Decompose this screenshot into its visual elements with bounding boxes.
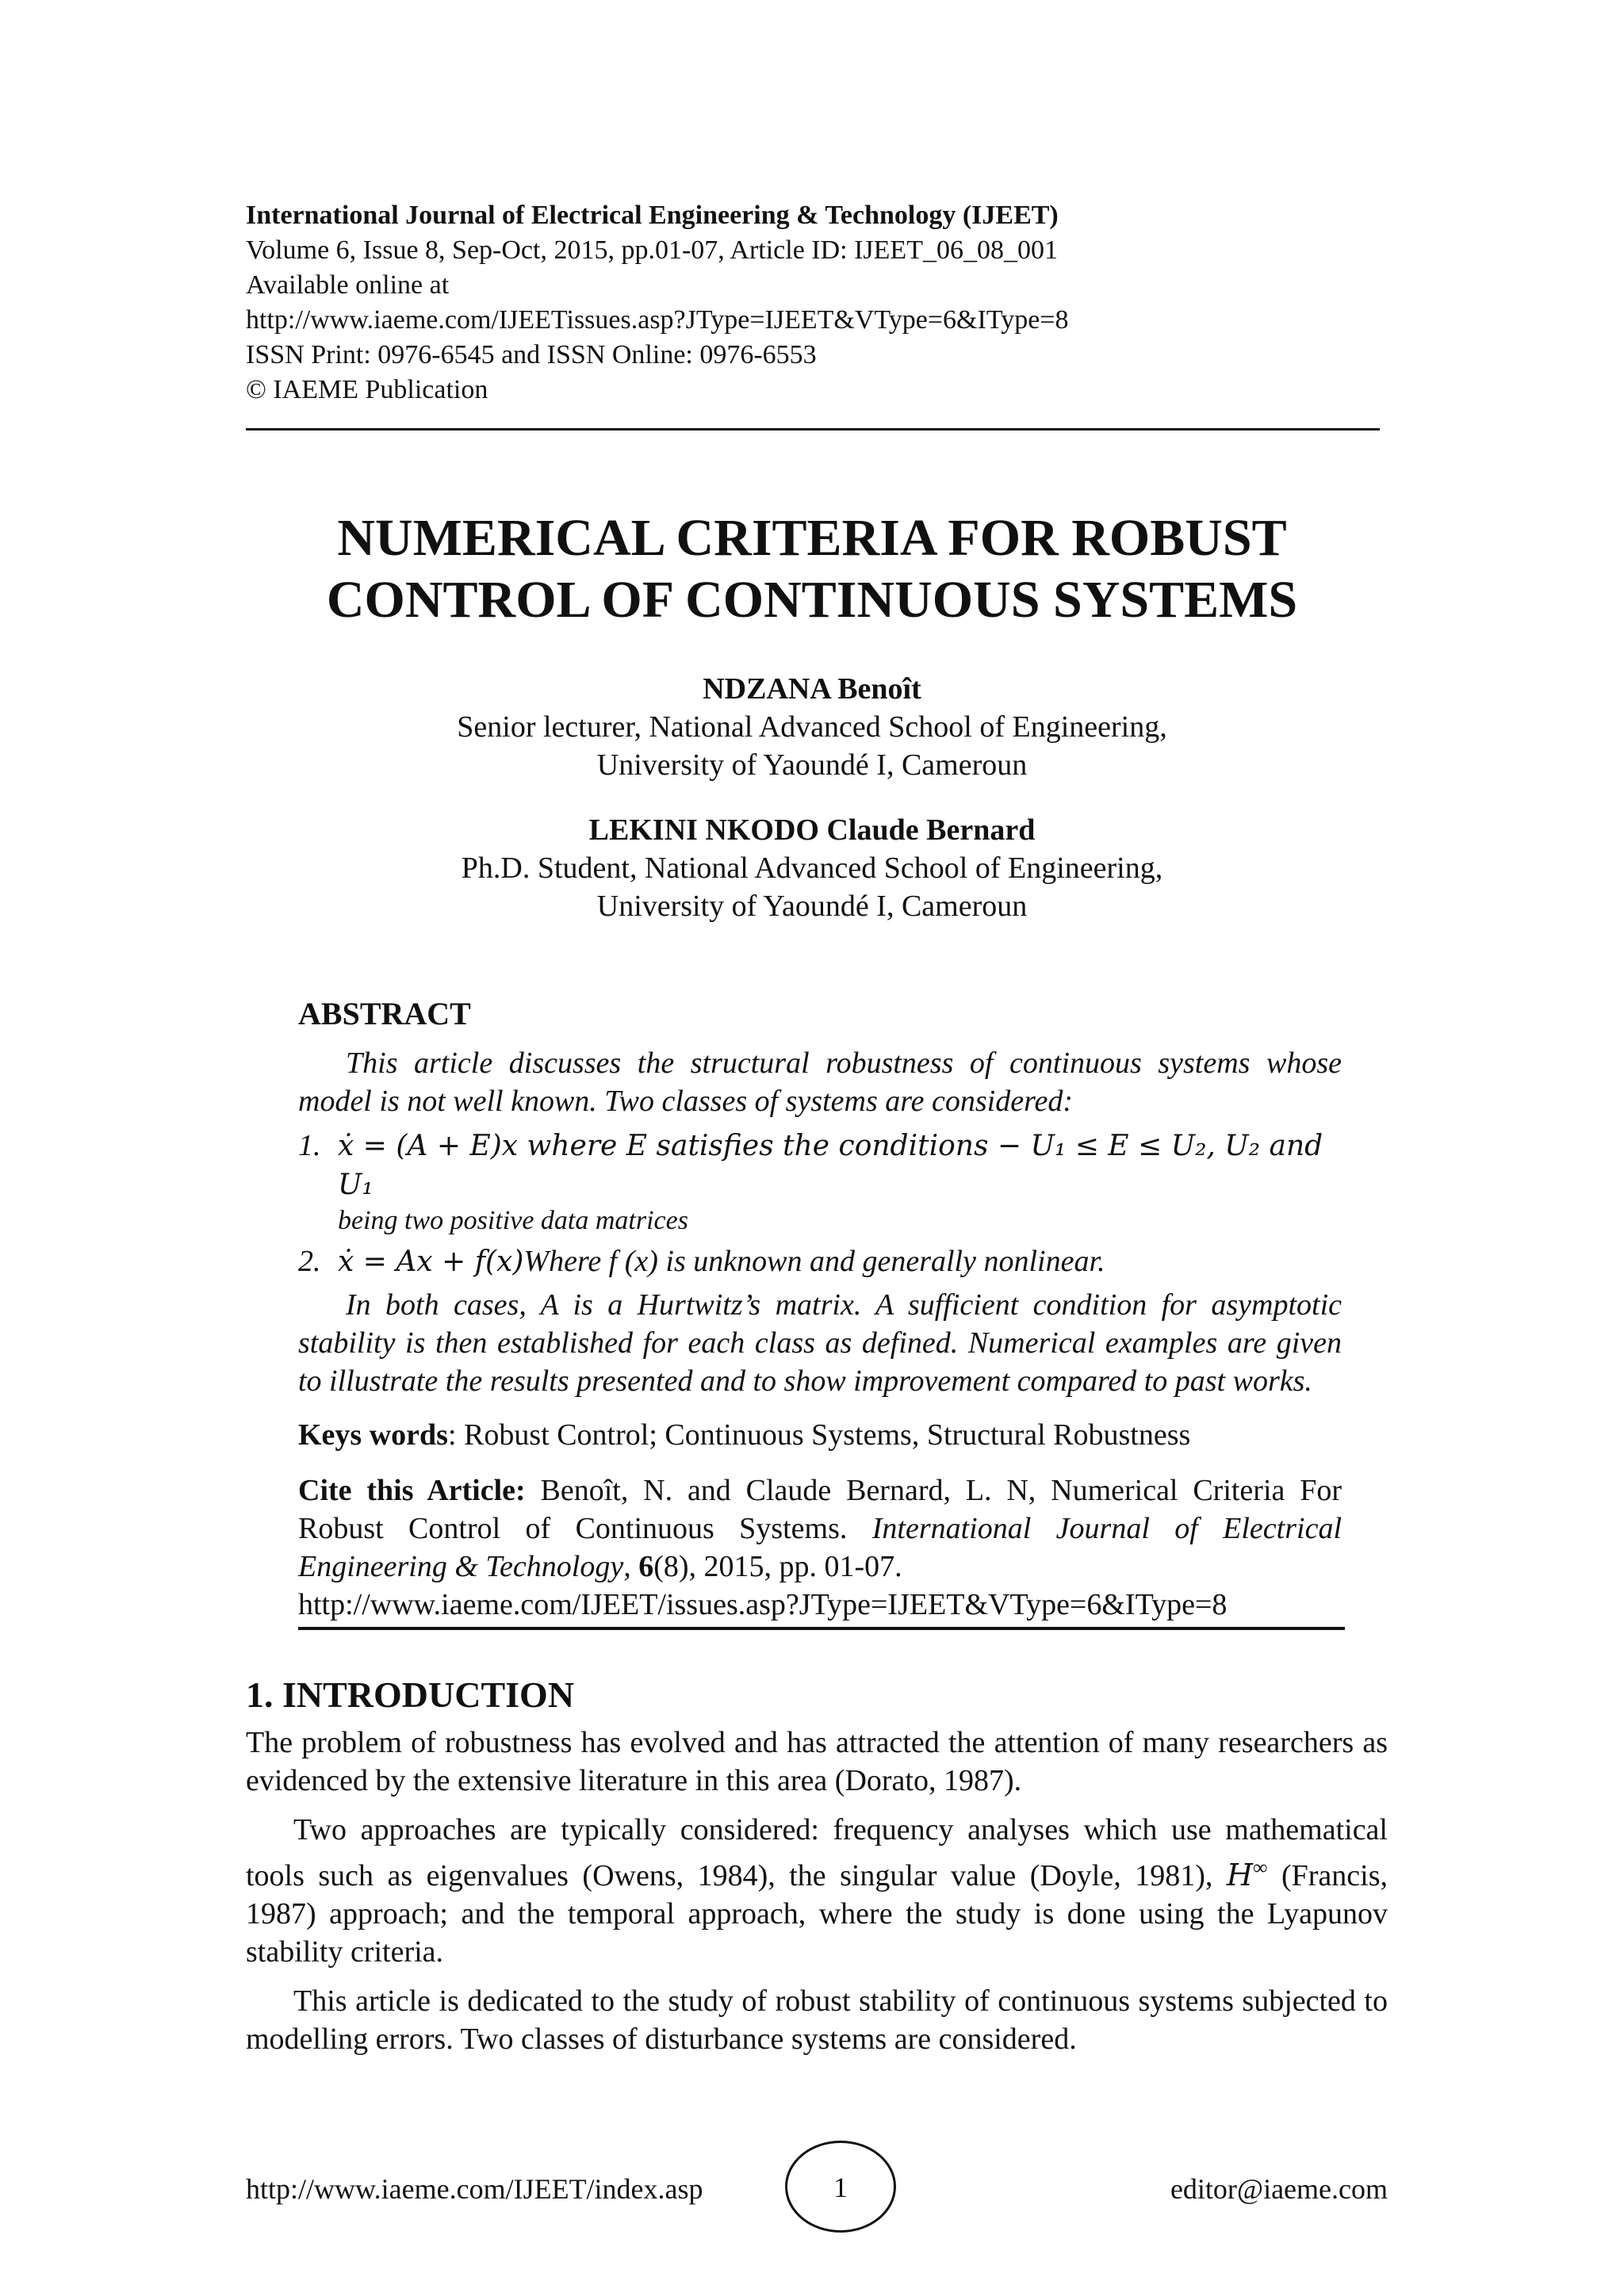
citation-url[interactable]: http://www.iaeme.com/IJEET/issues.asp?JType=IJEET&VType=6&IType=8 (298, 1588, 1228, 1621)
infinity-superscript: ∞ (1252, 1856, 1268, 1879)
author-list (238, 670, 1386, 952)
abstract-heading: ABSTRACT (298, 996, 471, 1031)
publisher-line: © IAEME Publication (246, 375, 488, 404)
citation-divider (298, 1627, 1345, 1630)
issn-line: ISSN Print: 0976-6545 and ISSN Online: 0976-6553 (246, 340, 817, 369)
intro-paragraph-1: The problem of robustness has evolved and has attracted the attention of many researchers as evidenced by the extensive literature in this area (Dorato, 1987). (246, 1726, 1388, 1797)
volume-line: Volume 6, Issue 8, Sep-Oct, 2015, pp.01-07, Article ID: IJEET_06_08_001 (246, 235, 1058, 265)
author-affiliation: Senior lecturer, National Advanced School of Engineering, (457, 710, 1167, 744)
equation-1: ẋ = (A + E)x where E satisfies the conditions − U₁ ≤ E ≤ U₂, U₂ and U₁ (338, 1130, 1323, 1201)
equation-number: 1. (298, 1129, 321, 1162)
citation-journal: International Journal of Electrical Engineering & Technology (298, 1512, 1342, 1583)
equation-number: 2. (298, 1245, 321, 1278)
available-line: Available online at (246, 270, 450, 300)
abstract-body: In both cases, A is a Hurtwitz’s matrix. A sufficient condition for asymptotic stability is then established for each class as defined. Numerical examples are given to illustrate the results presented and to show improvement compared to past works. (298, 1288, 1342, 1398)
journal-header (246, 198, 1388, 408)
header-divider (246, 428, 1380, 430)
title-line-1: NUMERICAL CRITERIA FOR ROBUST (337, 509, 1287, 567)
introduction-section (246, 1671, 1388, 2069)
citation-text: Benoît, N. and Claude Bernard, L. N, Numerical Criteria For Robust Control of Continuous Systems. (298, 1474, 1342, 1545)
intro-paragraph-3: This article is dedicated to the study of robust stability of continuous systems subjected to modelling errors. Two classes of disturbance systems are considered. (246, 1984, 1388, 2056)
author-1 (238, 670, 1386, 784)
author-affiliation: University of Yaoundé I, Cameroun (596, 748, 1028, 782)
citation-volume: 6 (638, 1550, 654, 1583)
author-affiliation: University of Yaoundé I, Cameroun (596, 890, 1028, 923)
citation-pages: (8), 2015, pp. 01-07. (653, 1550, 902, 1583)
keywords-text: : Robust Control; Continuous Systems, Structural Robustness (447, 1418, 1191, 1452)
abstract-intro: This article discusses the structural robustness of continuous systems whose model is not well known. Two classes of systems are considered: (298, 1047, 1342, 1118)
paper-title (159, 507, 1465, 631)
equation-2: ẋ = Ax + f(x) (338, 1246, 524, 1278)
intro-paragraph-2: Two approaches are typically considered: frequency analyses which use mathematical tools such as eigenvalues (Owens, 1984), the singular value (Doyle, 1981), H∞ (Francis, 1987) approach; and the temporal approach, where the study is done using the Lyapunov stability criteria. (246, 1813, 1388, 1969)
journal-url[interactable]: http://www.iaeme.com/IJEETissues.asp?JType=IJEET&VType=6&IType=8 (246, 305, 1069, 335)
page-number: 1 (785, 2141, 896, 2233)
page-footer (246, 2141, 1388, 2236)
author-name: LEKINI NKODO Claude Bernard (588, 813, 1036, 847)
journal-title: International Journal of Electrical Engineering & Technology (IJEET) (246, 201, 1059, 230)
equation-item-1 (298, 1127, 1342, 1238)
citation (298, 1471, 1342, 1624)
footer-email[interactable]: editor@iaeme.com (1170, 2173, 1388, 2205)
author-affiliation: Ph.D. Student, National Advanced School of Engineering, (461, 851, 1163, 885)
section-heading: 1. INTRODUCTION (246, 1674, 575, 1715)
equation-2-note: Where f (x) is unknown and generally nonlinear. (523, 1245, 1105, 1278)
abstract-section (298, 995, 1342, 1630)
equation-1-note: being two positive data matrices (338, 1206, 688, 1235)
keywords-label: Keys words (298, 1418, 448, 1452)
keywords (298, 1416, 1342, 1454)
footer-url[interactable]: http://www.iaeme.com/IJEET/index.asp (246, 2173, 703, 2205)
citation-separator: , (623, 1550, 639, 1583)
author-name: NDZANA Benoît (703, 672, 921, 706)
h-infinity-symbol: H (1226, 1858, 1253, 1892)
equation-item-2 (298, 1242, 1342, 1281)
citation-label: Cite this Article: (298, 1474, 526, 1507)
title-line-2: CONTROL OF CONTINUOUS SYSTEMS (326, 571, 1298, 629)
equation-list (298, 1127, 1342, 1281)
author-2 (238, 811, 1386, 925)
